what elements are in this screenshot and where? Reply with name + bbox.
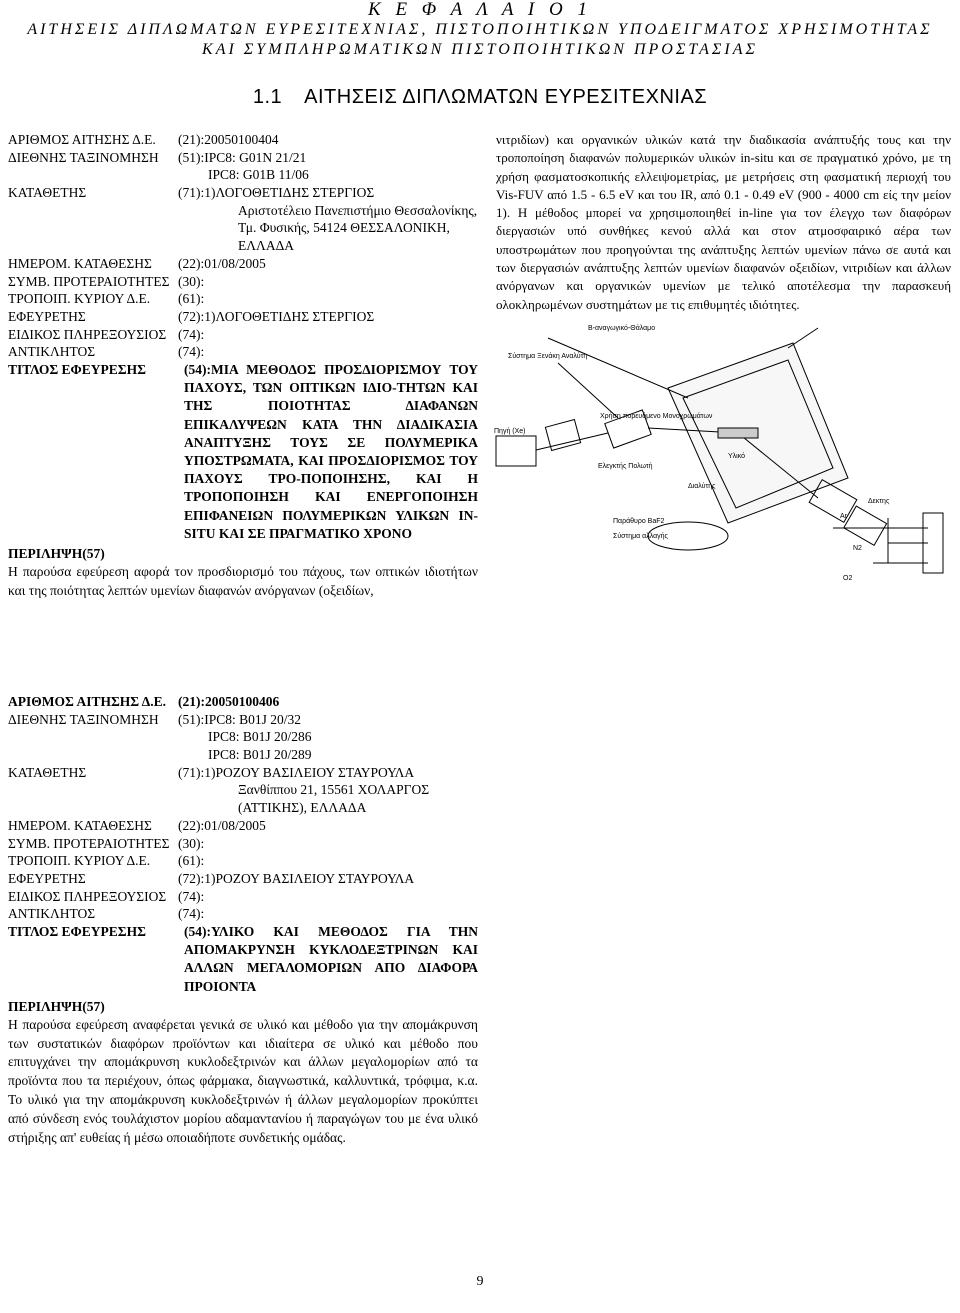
attorney-value: (74):	[178, 888, 205, 904]
classification-cont: IPC8: G01B 11/06	[208, 167, 309, 183]
figure-label-2: Σύστημα Ξενάκη Αναλύτη	[508, 353, 588, 360]
figure-label-13: O2	[843, 575, 853, 582]
attorney-label: ΕΙΔΙΚΟΣ ΠΛΗΡΕΞΟΥΣΙΟΣ	[8, 888, 167, 904]
figure-label-7: Ελεγκτής Πολωτή	[598, 463, 653, 470]
representative-label: ΑΝΤΙΚΛΗΤΟΣ	[8, 906, 96, 922]
filing-date-label: ΗΜΕΡΟΜ. ΚΑΤΑΘΕΣΗΣ	[8, 255, 152, 271]
section-heading	[0, 86, 960, 109]
chapter-title: Κ Ε Φ Α Λ Α Ι Ο 1	[368, 0, 592, 20]
filing-date-label: ΗΜΕΡΟΜ. ΚΑΤΑΘΕΣΗΣ	[8, 817, 152, 833]
priority-label: ΣΥΜΒ. ΠΡΟΤΕΡΑΙΟΤΗΤΕΣ	[8, 273, 170, 289]
applicant-address-2: Τμ. Φυσικής, 54124 ΘΕΣΣΑΛΟΝΙΚΗ,	[238, 220, 450, 236]
priority-value: (30):	[178, 835, 205, 851]
classification-value: (51):IPC8: G01N 21/21	[178, 149, 307, 165]
inventor-value: (72):1)ΡΟΖΟΥ ΒΑΣΙΛΕΙΟΥ ΣΤΑΥΡΟΥΛΑ	[178, 870, 415, 886]
invention-title-label: ΤΙΤΛΟΣ ΕΦΕΥΡΕΣΗΣ	[8, 362, 146, 377]
filing-date-value: (22):01/08/2005	[178, 255, 266, 271]
applicant-address-3: ΕΛΛΑΔΑ	[238, 238, 295, 254]
patent-entry-1	[8, 131, 478, 601]
figure-label-1: Β-αναγωγικό-Θάλαμο	[588, 325, 656, 332]
section-title-text: ΑΙΤΗΣΕΙΣ ΔΙΠΛΩΜΑΤΩΝ ΕΥΡΕΣΙΤΕΧΝΙΑΣ	[304, 86, 708, 108]
priority-value: (30):	[178, 273, 205, 289]
patent-entry-2	[8, 693, 478, 1147]
representative-label: ΑΝΤΙΚΛΗΤΟΣ	[8, 344, 96, 360]
representative-value: (74):	[178, 906, 205, 922]
invention-title-label: ΤΙΤΛΟΣ ΕΦΕΥΡΕΣΗΣ	[8, 924, 146, 939]
app-number-value: (21):20050100406	[178, 694, 280, 709]
attorney-label: ΕΙΔΙΚΟΣ ΠΛΗΡΕΞΟΥΣΙΟΣ	[8, 326, 167, 342]
classification-cont-2: IPC8: B01J 20/289	[208, 747, 312, 763]
invention-title-value: (54):ΥΛΙΚΟ ΚΑΙ ΜΕΘΟΔΟΣ ΓΙΑ ΤΗΝ ΑΠΟΜΑΚΡΥΝΣΗ ΚΥΚΛΟΔΕΞΤΡΙΝΩΝ ΚΑΙ ΑΛΛΩΝ ΜΕΓΑΛΟΜΟΡΙΩΝ ΑΠΟ ΔΙΑΦΟΡΑ ΠΡΟΙΟΝΤΑ	[184, 924, 478, 994]
modification-value: (61):	[178, 853, 205, 869]
section-number: 1.1	[252, 86, 283, 108]
light-source	[496, 436, 536, 466]
applicant-label: ΚΑΤΑΘΕΤΗΣ	[8, 185, 87, 201]
chapter-subtitle-2: ΚΑΙ ΣΥΜΠΛΗΡΩΜΑΤΙΚΩΝ ΠΙΣΤΟΠΟΙΗΤΙΚΩΝ ΠΡΟΣΤΑΣΙΑΣ	[202, 41, 758, 58]
modification-label: ΤΡΟΠΟΙΠ. ΚΥΡΙΟΥ Δ.Ε.	[8, 291, 151, 307]
applicant-label: ΚΑΤΑΘΕΤΗΣ	[8, 764, 87, 780]
filing-date-value: (22):01/08/2005	[178, 817, 266, 833]
inventor-label: ΕΦΕΥΡΕΤΗΣ	[8, 308, 86, 324]
priority-label: ΣΥΜΒ. ΠΡΟΤΕΡΑΙΟΤΗΤΕΣ	[8, 835, 170, 851]
applicant-value: (71):1)ΛΟΓΟΘΕΤΙΔΗΣ ΣΤΕΡΓΙΟΣ	[178, 185, 375, 201]
modification-value: (61):	[178, 291, 205, 307]
app-number-label: ΑΡΙΘΜΟΣ ΑΙΤΗΣΗΣ Δ.Ε.	[8, 132, 156, 147]
chapter-subtitle-1: ΑΙΤΗΣΕΙΣ ΔΙΠΛΩΜΑΤΩΝ ΕΥΡΕΣΙΤΕΧΝΙΑΣ, ΠΙΣΤΟΠΟΙΗΤΙΚΩΝ ΥΠΟΔΕΙΓΜΑΤΟΣ ΧΡΗΣΙΜΟΤΗΤΑΣ	[27, 21, 933, 38]
classification-label: ΔΙΕΘΝΗΣ ΤΑΞΙΝΟΜΗΣΗ	[8, 711, 159, 727]
invention-title-value: (54):ΜΙΑ ΜΕΘΟΔΟΣ ΠΡΟΣΔΙΟΡΙΣΜΟΥ ΤΟΥ ΠΑΧΟΥΣ, ΤΩΝ ΟΠΤΙΚΩΝ ΙΔΙΟ-ΤΗΤΩΝ ΚΑΙ ΤΗΣ ΠΟΙΟΤΗΤΑΣ ΔΙΑΦΑΝΩΝ ΕΠΙΚΑΛΥΨΕΩΝ ΚΑΤΑ ΤΗΝ ΔΙΑΔΙΚΑΣΙΑ ΑΝΑΠΤΥΞΗΣ ΤΟΥΣ ΣΕ ΠΟΛΥΜΕΡΙΚΑ ΥΠΟΣΤΡΩΜΑΤΑ, ΚΑΙ ΠΡΟΣΔΙΟΡΙΣΜΟΣ ΤΟΥ ΠΑΧΟΥΣ ΤΡΟ-ΠΟΠΟΙΗΣΗΣ, ΚΑΙ Η ΤΡΟΠΟΠΟΙΗΣΗ ΚΑΙ ΕΝΕΡΓΟΠΟΙΗΣΗ ΕΠΙΦΑΝΕΙΩΝ ΠΟΛΥΜΕΡΙΚΩΝ ΥΛΙΚΩΝ IN-SITU ΚΑΙ ΣΕ ΠΡΑΓΜΑΤΙΚΟ ΧΡΟΝΟ	[184, 362, 478, 541]
applicant-address-1: Αριστοτέλειο Πανεπιστήμιο Θεσσαλονίκης,	[238, 202, 478, 218]
abstract-text: Η παρούσα εφεύρεση αναφέρεται γενικά σε υλικό και μέθοδο για την απομάκρυνση των συστατικών διαφόρων προϊόντων και ιδιαίτερα σε υλικό και μέθοδο που επιτυγχάνει την απομάκρυνση κυκλοδεξτρινών και άλλων μεγαλομορίων από τα προϊόντα που τα περιέχουν, όπως φάρμακα, διαγνωστικά, καλλυντικά, τρόφιμα, κ.α. Το υλικό για την απομάκρυνση κυκλοδεξτρινών ή άλλων μεγαλομορίων προκύπτει από σύνδεση ενός τουλάχιστον μορίου αδαμαντανίου ή παραγώγων του με ένα υλικό στήριξης απ' ευθείας ή μέσω οποιαδήποτε συνδετικής ομάδας.	[8, 1016, 478, 1145]
sample-holder	[718, 428, 758, 438]
figure-label-3: Χρήση πορευόμενο Μονοχρωμάτων	[600, 413, 713, 420]
abstract-label: ΠΕΡΙΛΗΨΗ(57)	[8, 546, 105, 562]
abstract-text: Η παρούσα εφεύρεση αφορά τον προσδιορισμό του πάχους, των οπτικών ιδιοτήτων και της ποιότητας λεπτών υμενίων διαφανών ανόργανων (οξειδίων,	[8, 564, 478, 598]
modification-label: ΤΡΟΠΟΙΠ. ΚΥΡΙΟΥ Δ.Ε.	[8, 853, 151, 869]
attorney-value: (74):	[178, 326, 205, 342]
figure-label-10: Σύστημα αλλαγής	[613, 533, 668, 540]
applicant-address-1: Ξανθίππου 21, 15561 ΧΟΛΑΡΓΟΣ	[238, 782, 430, 798]
classification-cont-1: IPC8: B01J 20/286	[208, 729, 312, 745]
figure-label-12: N2	[853, 545, 862, 552]
applicant-address-2: (ΑΤΤΙΚΗΣ), ΕΛΛΑΔΑ	[238, 800, 367, 816]
figure-label-4: Πηγή (Xe)	[494, 428, 526, 435]
inventor-value: (72):1)ΛΟΓΟΘΕΤΙΔΗΣ ΣΤΕΡΓΙΟΣ	[178, 308, 375, 324]
classification-value: (51):IPC8: B01J 20/32	[178, 711, 302, 727]
chapter-header	[0, 0, 960, 60]
figure-label-6: Διαλύτης	[688, 483, 716, 490]
app-number-label: ΑΡΙΘΜΟΣ ΑΙΤΗΣΗΣ Δ.Ε.	[8, 694, 166, 709]
abstract-continuation: νιτριδίων) και οργανικών υλικών κατά την διαδικασία ανάπτυξής τους και την τροποποίηση διαφανών πολυμερικών υλικών in-situ και σε πραγματικό χρόνο, με τη χρήση φασματοσκοπικής ελλειψομετρίας, με μετρήσεις στη φασματική περιοχή του Vis-FUV από 1.5 - 6.5 eV και του IR, από 0.1 - 0.49 eV (900 - 4000 cm είς την μείον 1). Η μέθοδος μπορεί να χρησιμοποιηθεί in-line για τον έλεγχο των διαφόρων διεργασιών υπό συνθήκες κενού αλλά και στον ατμοσφαιρικό αέρα των υποστρωμάτων που προηγούνται της ανάπτυξης λεπτών υμενίων πάνω σε αυτά και των διεργασιών ανάπτυξης λεπτών υμενίων διαφανών οξειδίων, νιτριδίων και άλλων ανόργανων και οργανικών υμενίων με τελικό αποτέλεσμα την παρασκευή ολοκληρωμένων συστημάτων με τις επιθυμητές ιδιότητες.	[496, 132, 951, 312]
page-number: 9	[476, 1274, 484, 1289]
representative-value: (74):	[178, 344, 205, 360]
figure-label-5: Υλικό	[728, 453, 746, 460]
ellipsometer-diagram	[488, 318, 956, 583]
abstract-label: ΠΕΡΙΛΗΨΗ(57)	[8, 998, 105, 1014]
inventor-label: ΕΦΕΥΡΕΤΗΣ	[8, 870, 86, 886]
figure-label-11: Ar	[840, 513, 847, 520]
figure-label-9: Παράθυρο BaF2	[613, 518, 665, 525]
app-number-value: (21):20050100404	[178, 132, 279, 147]
applicant-value: (71):1)ΡΟΖΟΥ ΒΑΣΙΛΕΙΟΥ ΣΤΑΥΡΟΥΛΑ	[178, 764, 415, 780]
figure-label-8: Δεκτης	[868, 498, 890, 505]
classification-label: ΔΙΕΘΝΗΣ ΤΑΞΙΝΟΜΗΣΗ	[8, 149, 159, 165]
